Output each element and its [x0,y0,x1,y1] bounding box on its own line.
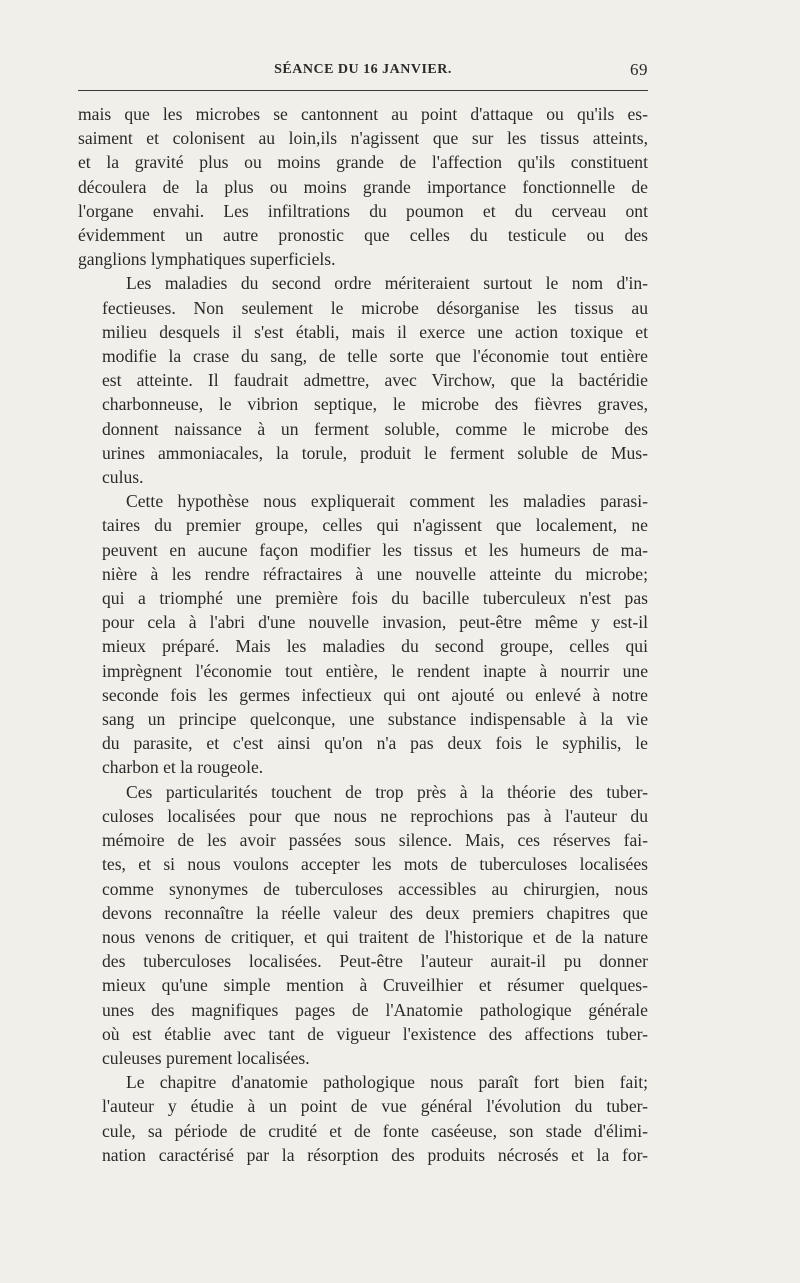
text-line: ganglions lymphatiques superficiels. [78,249,336,270]
text-line: des tuberculoses localisées. Peut-être l'auteur aurait-il pu donner [102,951,648,972]
text-line: Le chapitre d'anatomie pathologique nous paraît fort bien fait; [126,1072,648,1093]
text-line: Les maladies du second ordre mériteraient surtout le nom d'in- [126,273,648,294]
text-line: nière à les rendre réfractaires à une nouvelle atteinte du microbe; [102,563,648,584]
text-line: mieux qu'une simple mention à Cruveilhier et résumer quelques- [102,975,648,996]
text-line: charbon et la rougeole. [102,757,264,778]
paragraph-1 [78,102,648,271]
running-title: SÉANCE DU 16 JANVIER. [274,62,452,77]
text-line: milieu desquels il s'est établi, mais il exerce une action toxique et [102,321,648,342]
text-line: mieux préparé. Mais les maladies du second groupe, celles qui [102,636,648,657]
header-rule [78,90,648,91]
text-line: sang un principe quelconque, une substance indispensable à la vie [102,709,648,730]
text-line: saiment et colonisent au loin,ils n'agissent que sur les tissus atteints, [78,128,648,149]
text-line: devons reconnaître la réelle valeur des deux premiers chapitres que [102,902,648,923]
text-line: l'auteur y étudie à un point de vue général l'évolution du tuber- [102,1096,648,1117]
text-line: nous venons de critiquer, et qui traitent de l'historique et de la nature [102,926,648,947]
paragraph-5 [78,1070,648,1167]
text-line: qui a triomphé une première fois du bacille tuberculeux n'est pas [102,588,648,609]
text-line: fectieuses. Non seulement le microbe désorganise les tissus au [102,297,648,318]
text-line: imprègnent l'économie tout entière, le rendent inapte à nourrir une [102,660,648,681]
paragraph-3 [78,489,648,779]
text-line: unes des magnifiques pages de l'Anatomie pathologique générale [102,999,648,1020]
text-line: cule, sa période de crudité et de fonte caséeuse, son stade d'élimi- [102,1120,648,1141]
text-line: donnent naissance à un ferment soluble, comme le microbe des [102,418,648,439]
text-line: culus. [102,467,144,488]
text-line: culeuses purement localisées. [102,1047,310,1068]
text-line: mémoire de les avoir passées sous silence. Mais, ces réserves fai- [102,830,648,851]
text-line: culoses localisées pour que nous ne reprochions pas à l'auteur du [102,805,648,826]
text-line: est atteinte. Il faudrait admettre, avec Virchow, que la bactéridie [102,370,648,391]
text-line: et la gravité plus ou moins grande de l'affection qu'ils constituent [78,152,648,173]
text-line: modifie la crase du sang, de telle sorte que l'économie tout entière [102,346,648,367]
text-line: tes, et si nous voulons accepter les mots de tuberculoses localisées [102,854,648,875]
body-text [78,102,648,1167]
text-line: seconde fois les germes infectieux qui ont ajouté ou enlevé à notre [102,684,648,705]
text-line: charbonneuse, le vibrion septique, le microbe des fièvres graves, [102,394,648,415]
text-line: découlera de la plus ou moins grande importance fonctionnelle de [78,176,648,197]
text-line: Ces particularités touchent de trop près à la théorie des tuber- [126,781,648,802]
text-line: peuvent en aucune façon modifier les tissus et les humeurs de ma- [102,539,648,560]
text-line: taires du premier groupe, celles qui n'agissent que localement, ne [102,515,648,536]
text-line: l'organe envahi. Les infiltrations du poumon et du cerveau ont [78,200,648,221]
text-line: du parasite, et c'est ainsi qu'on n'a pas deux fois le syphilis, le [102,733,648,754]
paragraph-4 [78,780,648,1070]
text-line: urines ammoniacales, la torule, produit le ferment soluble de Mus- [102,442,648,463]
text-line: évidemment un autre pronostic que celles du testicule ou des [78,225,648,246]
text-line: Cette hypothèse nous expliquerait comment les maladies parasi- [126,491,648,512]
text-line: comme synonymes de tuberculoses accessibles au chirurgien, nous [102,878,648,899]
page-number: 69 [630,60,648,79]
text-line: mais que les microbes se cantonnent au point d'attaque ou qu'ils es- [78,104,648,124]
text-line: pour cela à l'abri d'une nouvelle invasion, peut-être même y est-il [102,612,648,633]
text-line: où est établie avec tant de vigueur l'existence des affections tuber- [102,1023,648,1044]
page-header [78,58,648,82]
paragraph-2 [78,271,648,489]
text-line: nation caractérisé par la résorption des produits nécrosés et la for- [102,1144,648,1165]
